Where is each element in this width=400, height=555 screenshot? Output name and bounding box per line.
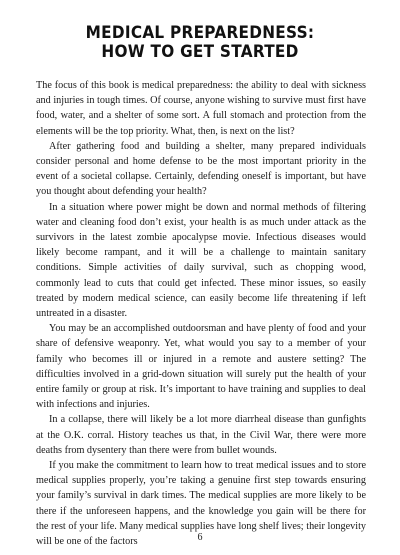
chapter-title xyxy=(20,24,380,62)
paragraph-1: The focus of this book is medical preparedness: the ability to deal with sickness and injuries in tough times. Of course, anyone wishing to survive must first have food, water, and a shelter of some sort. A full stomach and protection from the elements will be the top priority. What, then, is next on the list? xyxy=(36,80,366,137)
page-number: 6 xyxy=(197,532,203,543)
paragraph-3: In a situation where power might be down and normal methods of filtering water and cleaning food don’t exist, your health is as much under attack as the survivors in the latest zombie apocalypse movie. Infectious diseases would likely become rampant, and it will be a challenge to maintain sanitary conditions. Simple activities of daily survival, such as chopping wood, commonly lead to cuts that could get infected. These minor issues, so easily treated by modern medical science, can easily become life threatening if left untreated in a disaster. xyxy=(36,201,366,320)
paragraph-5: In a collapse, there will likely be a lot more diarrheal disease than gunfights at the O.K. corral. History teaches us that, in the Civil War, there were more deaths from dysentery than there were from bullet wounds. xyxy=(36,414,366,456)
body-text xyxy=(36,78,366,549)
paragraph-4: You may be an accomplished outdoorsman and have plenty of food and your share of defensive weaponry. Yet, what would you say to a member of your family who becomes ill or injured in a remote and austere setting? The difficulties involved in a grid-down situation will surely put the health of your entire family or group at risk. It’s important to have training and supplies to deal with infections and injuries. xyxy=(36,323,366,411)
chapter-title-line-2: HOW TO GET STARTED xyxy=(101,42,299,62)
chapter-title-line-1: MEDICAL PREPAREDNESS: xyxy=(85,23,315,43)
paragraph-6: If you make the commitment to learn how to treat medical issues and to store medical supplies properly, you’re taking a genuine first step towards ensuring your family’s survival in dark times. The medical supplies are more likely to be there if the unforeseen happens, and the knowledge you gain will be there for the rest of your life. Many medical supplies have long shelf lives; their longevity will be one of the factors xyxy=(36,460,366,548)
paragraph-2: After gathering food and building a shelter, many prepared individuals consider personal and home defense to be the most important priority in the event of a societal collapse. Certainly, defending oneself is important, but have you thought about defending your health? xyxy=(36,140,366,198)
